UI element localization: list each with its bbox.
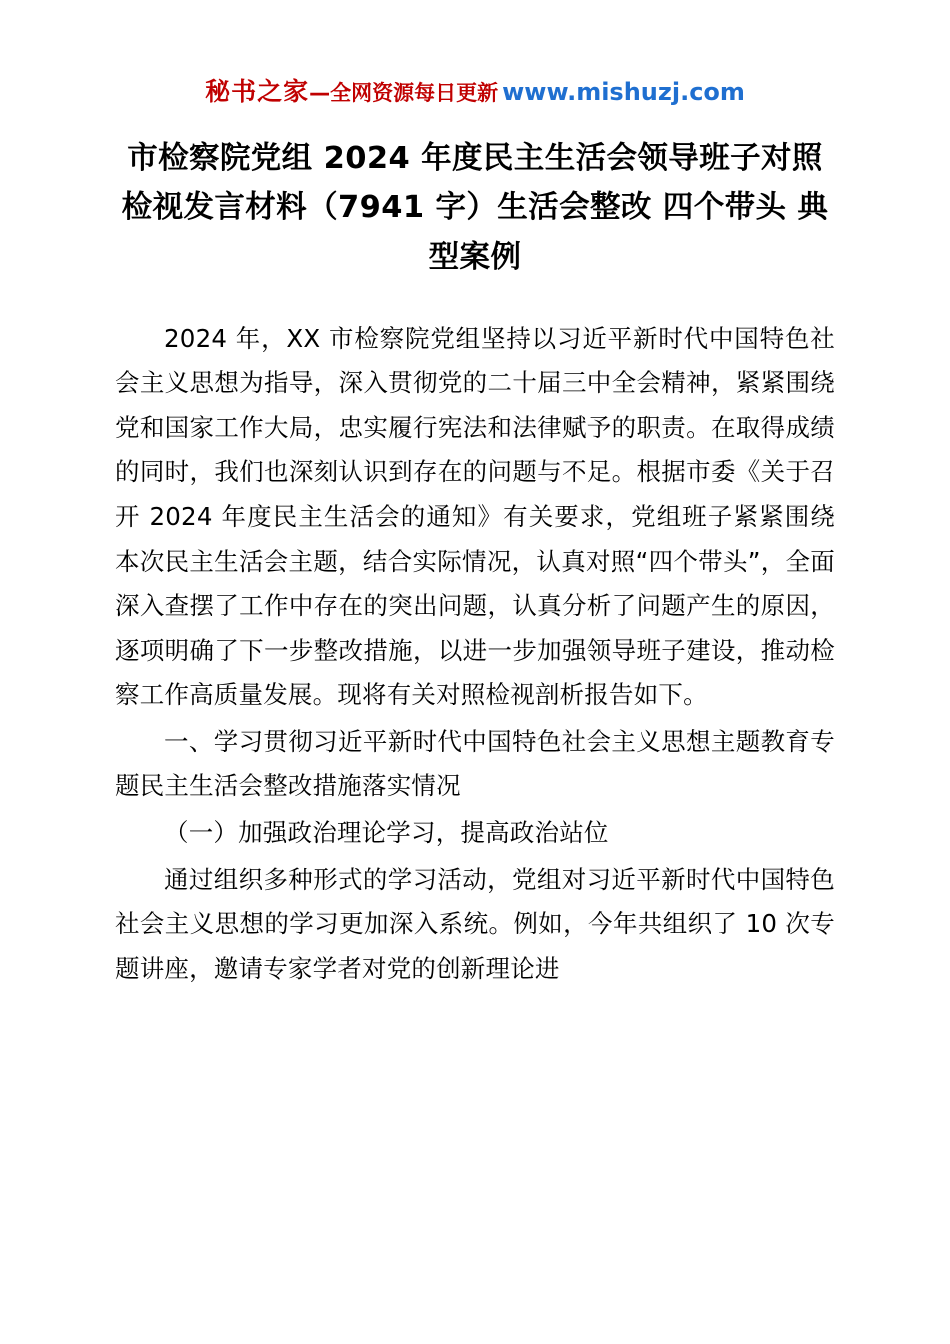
document-body — [115, 317, 835, 992]
paragraph-intro: 2024 年，XX 市检察院党组坚持以习近平新时代中国特色社会主义思想为指导，深入贯彻党的二十届三中全会精神，紧紧围绕党和国家工作大局，忠实履行宪法和法律赋予的职责。在取得成绩的同时，我们也深刻认识到存在的问题与不足。根据市委《关于召开 2024 年度民主生活会的通知》有关要求，党组班子紧紧围绕本次民主生活会主题，结合实际情况，认真对照“四个带头”，全面深入查摆了工作中存在的突出问题，认真分析了问题产生的原因，逐项明确了下一步整改措施，以进一步加强领导班子建设，推动检察工作高质量发展。现将有关对照检视剖析报告如下。 — [115, 323, 835, 710]
paragraph-subsection-heading-1-1: （一）加强政治理论学习，提高政治站位 — [164, 817, 609, 847]
paragraph-section-heading-1: 一、学习贯彻习近平新时代中国特色社会主义思想主题教育专题民主生活会整改措施落实情况 — [115, 726, 835, 801]
site-watermark-header — [115, 0, 835, 106]
site-tagline: —全网资源每日更新 — [309, 81, 499, 105]
page-title: 市检察院党组 2024 年度民主生活会领导班子对照检视发言材料（7941 字）生活会整改 四个带头 典型案例 — [121, 140, 829, 275]
site-url-link[interactable]: www.mishuzj.com — [502, 78, 745, 106]
paragraph-subsection-body-1-1: 通过组织多种形式的学习活动，党组对习近平新时代中国特色社会主义思想的学习更加深入系统。例如，今年共组织了 10 次专题讲座，邀请专家学者对党的创新理论进 — [115, 864, 835, 983]
site-brand-name: 秘书之家 — [205, 77, 310, 106]
